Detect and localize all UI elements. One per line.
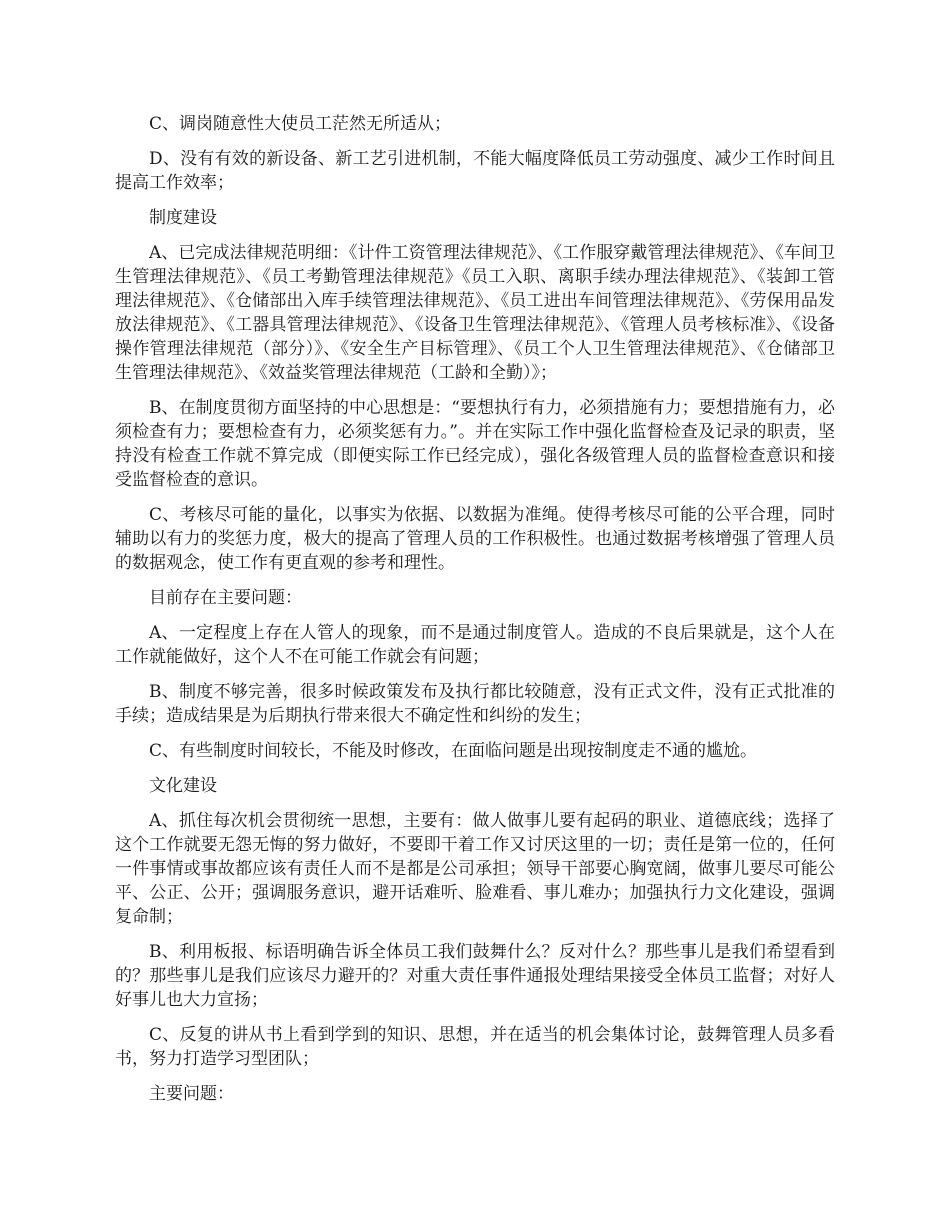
paragraph-b-principle: B、在制度贯彻方面坚持的中心思想是：“要想执行有力，必须措施有力；要想措施有力，必须检查有力；要想检查有力，必须奖惩有力。”。并在实际工作中强化监督检查及记录的职责，坚持没有检查工作就不算完成（即便实际工作已经完成），强化各级管理人员的监督检查意识和接受监督检查的意识。 <box>115 398 835 490</box>
paragraph-a-regulations: A、已完成法律规范明细：《计件工资管理法律规范》、《工作服穿戴管理法律规范》、《车间卫生管理法律规范》、《员工考勤管理法律规范》《员工入职、离职手续办理法律规范》、《装卸工管理法律规范》、《仓储部出入库手续管理法律规范》、《员工进出车间管理法律规范》、《劳保用品发放法律规范》、《工器具管理法律规范》、《设备卫生管理法律规范》、《管理人员考核标准》、《设备操作管理法律规范（部分）》、《安全生产目标管理》、《员工个人卫生管理法律规范》、《仓储部卫生管理法律规范》、《效益奖管理法律规范（工龄和全勤）》； <box>115 243 835 383</box>
paragraph-c-assessment: C、考核尽可能的量化，以事实为依据、以数据为准绳。使得考核尽可能的公平合理，同时辅助以有力的奖惩力度，极大的提高了管理人员的工作积极性。也通过数据考核增强了管理人员的数据观念，使工作有更直观的参考和理性。 <box>115 505 835 573</box>
paragraph-c-learning: C、反复的讲从书上看到学到的知识、思想，并在适当的机会集体讨论，鼓舞管理人员多看书，努力打造学习型团队； <box>115 1025 835 1069</box>
section-heading-problems: 目前存在主要问题： <box>149 588 302 608</box>
paragraph-b-incomplete: B、制度不够完善，很多时候政策发布及执行都比较随意，没有正式文件，没有正式批准的手续；造成结果是为后期执行带来很大不确定性和纠纷的发生； <box>115 682 835 726</box>
document-page <box>115 112 835 1117</box>
paragraph-a-ideology: A、抓住每次机会贯彻统一思想，主要有：做人做事儿要有起码的职业、道德底线；选择了这个工作就要无怨无悔的努力做好，不要即干着工作又讨厌这里的一切；责任是第一位的，任何一件事情或事故都应该有责任人而不是都是公司承担；领导干部要心胸宽阔，做事儿要尽可能公平、公正、公开；强调服务意识，避开话难听、脸难看、事儿难办；加强执行力文化建设，强调复命制； <box>115 811 835 927</box>
paragraph-c-outdated: C、有些制度时间较长，不能及时修改，在面临问题是出现按制度走不通的尴尬。 <box>149 741 758 761</box>
section-heading-system: 制度建设 <box>149 208 217 228</box>
paragraph-c-transfer: C、调岗随意性大使员工茫然无所适从； <box>149 114 452 134</box>
section-heading-culture: 文化建设 <box>149 776 217 796</box>
paragraph-d-equipment: D、没有有效的新设备、新工艺引进机制，不能大幅度降低员工劳动强度、减少工作时间且提高工作效率； <box>115 149 835 193</box>
paragraph-a-people: A、一定程度上存在人管人的现象，而不是通过制度管人。造成的不良后果就是，这个人在工作就能做好，这个人不在可能工作就会有问题； <box>115 623 835 667</box>
paragraph-b-boards: B、利用板报、标语明确告诉全体员工我们鼓舞什么？反对什么？那些事儿是我们希望看到的？那些事儿是我们应该尽力避开的？对重大责任事件通报处理结果接受全体员工监督；对好人好事儿也大力宣扬； <box>115 942 835 1010</box>
section-heading-main-problems: 主要问题： <box>149 1084 234 1104</box>
